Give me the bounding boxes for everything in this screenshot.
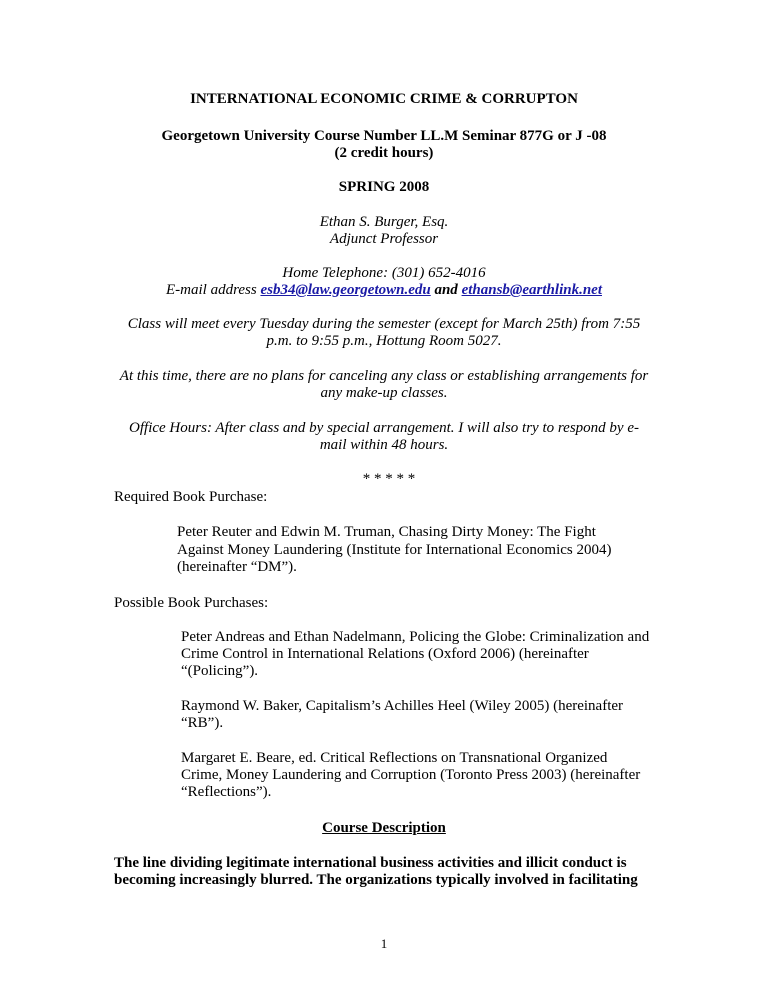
possible-book-line: Margaret E. Beare, ed. Critical Reflections on Transnational Organized [181, 750, 608, 766]
email-prefix: E-mail address [166, 282, 257, 298]
required-book-line: (hereinafter “DM”). [177, 559, 297, 575]
instructor-name: Ethan S. Burger, Esq. [319, 214, 449, 230]
possible-book-line: “RB”). [181, 715, 224, 731]
credit-hours: (2 credit hours) [334, 145, 434, 161]
page-number: 1 [380, 936, 388, 951]
schedule-line-1: Class will meet every Tuesday during the semester (except for March 25th) from 7:55 [127, 316, 641, 332]
possible-book-line: Crime, Money Laundering and Corruption (Toronto Press 2003) (hereinafter [181, 767, 641, 783]
possible-books-heading: Possible Book Purchases: [114, 595, 269, 611]
possible-book-line: Raymond W. Baker, Capitalism’s Achilles Heel (Wiley 2005) (hereinafter [181, 698, 624, 714]
section-separator: * * * * * [362, 471, 416, 487]
possible-book-line: Peter Andreas and Ethan Nadelmann, Policing the Globe: Criminalization and [181, 629, 650, 645]
email-joiner: and [434, 282, 458, 298]
cancellation-line-2: any make-up classes. [320, 385, 448, 401]
required-book-line: Against Money Laundering (Institute for International Economics 2004) [177, 542, 612, 558]
office-hours-line-1: Office Hours: After class and by special arrangement. I will also try to respond by e- [129, 420, 639, 436]
course-description-heading: Course Description [322, 820, 446, 836]
instructor-title: Adjunct Professor [329, 231, 439, 247]
schedule-line-2: p.m. to 9:55 p.m., Hottung Room 5027. [266, 333, 502, 349]
office-hours-line-2: mail within 48 hours. [319, 437, 449, 453]
required-book-line: Peter Reuter and Edwin M. Truman, Chasing Dirty Money: The Fight [177, 524, 596, 540]
email-link-georgetown[interactable]: esb34@law.georgetown.edu [260, 282, 431, 298]
required-books-heading: Required Book Purchase: [114, 489, 268, 505]
cancellation-line-1: At this time, there are no plans for canceling any class or establishing arrangements for [119, 368, 649, 384]
course-number: Georgetown University Course Number LL.M Seminar 877G or J -08 [161, 128, 607, 144]
home-telephone: Home Telephone: (301) 652-4016 [282, 265, 486, 281]
possible-book-line: Crime Control in International Relations (Oxford 2006) (hereinafter [181, 646, 589, 662]
email-link-earthlink[interactable]: ethansb@earthlink.net [461, 282, 602, 298]
course-description-line-1: The line dividing legitimate international business activities and illicit conduct is [114, 855, 627, 871]
term: SPRING 2008 [338, 179, 430, 195]
document-title: INTERNATIONAL ECONOMIC CRIME & CORRUPTON [190, 91, 578, 107]
possible-book-line: “(Policing”). [181, 663, 259, 679]
email-line [0, 282, 768, 299]
course-description-line-2: becoming increasingly blurred. The organizations typically involved in facilitating [114, 872, 638, 888]
possible-book-line: “Reflections”). [181, 784, 272, 800]
